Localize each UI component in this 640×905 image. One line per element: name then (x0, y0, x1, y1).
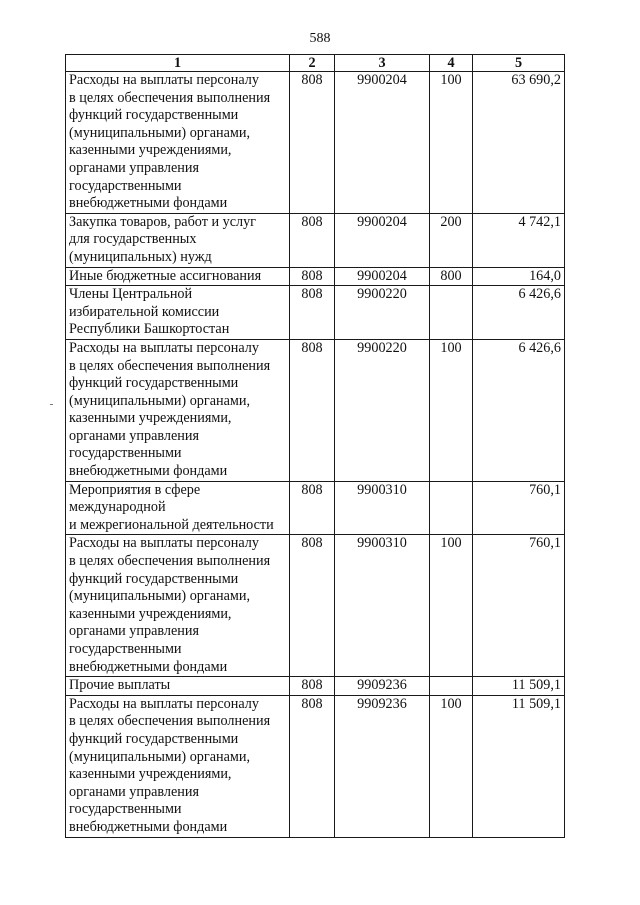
row-name-line: органами управления (69, 623, 199, 640)
row-expense-type (430, 677, 473, 696)
row-amount: 6 426,6 (473, 286, 565, 340)
row-name-line: (муниципальными) органами, (69, 124, 251, 141)
row-name-line: функций государственными (69, 570, 239, 587)
row-code: 808 (290, 286, 335, 340)
row-amount: 164,0 (473, 267, 565, 286)
table-row (66, 481, 565, 535)
row-name-line: казенными учреждениями, (69, 766, 232, 783)
row-name-line: Расходы на выплаты персоналу (69, 695, 259, 712)
row-amount: 760,1 (473, 481, 565, 535)
row-name (66, 535, 290, 677)
row-code: 808 (290, 677, 335, 696)
header-row (66, 55, 565, 72)
row-expense-type: 200 (430, 213, 473, 267)
scan-mark (50, 404, 53, 405)
row-name-line: (муниципальными) органами, (69, 748, 251, 765)
row-code: 808 (290, 72, 335, 214)
table-row (66, 213, 565, 267)
row-expense-type: 100 (430, 72, 473, 214)
row-name-line: государственными (69, 801, 182, 818)
row-name-line: функций государственными (69, 375, 239, 392)
budget-table (65, 54, 565, 838)
row-target-article: 9909236 (335, 677, 430, 696)
row-name-line: внебюджетными фондами (69, 463, 228, 480)
row-name (66, 695, 290, 837)
header-col-3: 3 (335, 55, 430, 72)
row-expense-type: 100 (430, 695, 473, 837)
row-name (66, 481, 290, 535)
row-name-line: государственными (69, 445, 182, 462)
header-col-1: 1 (66, 55, 290, 72)
row-name (66, 267, 290, 286)
row-amount: 11 509,1 (473, 695, 565, 837)
row-name-line: Расходы на выплаты персоналу (69, 535, 259, 552)
row-name-line: в целях обеспечения выполнения (69, 553, 271, 570)
row-amount: 63 690,2 (473, 72, 565, 214)
table-row (66, 695, 565, 837)
row-target-article: 9909236 (335, 695, 430, 837)
row-code: 808 (290, 695, 335, 837)
table-header (66, 55, 565, 72)
row-name-line: органами управления (69, 159, 199, 176)
row-code: 808 (290, 339, 335, 481)
row-name-line: (муниципальных) нужд (69, 248, 212, 265)
table-row (66, 267, 565, 286)
row-target-article: 9900204 (335, 72, 430, 214)
row-name-line: избирательной комиссии (69, 303, 220, 320)
header-col-4: 4 (430, 55, 473, 72)
row-code: 808 (290, 213, 335, 267)
row-name-line: Мероприятия в сфере (69, 481, 201, 498)
row-amount: 760,1 (473, 535, 565, 677)
table-row (66, 339, 565, 481)
row-name (66, 286, 290, 340)
row-name-line: (муниципальными) органами, (69, 588, 251, 605)
row-name-line: функций государственными (69, 107, 239, 124)
row-code: 808 (290, 535, 335, 677)
row-amount: 11 509,1 (473, 677, 565, 696)
row-name-line: Закупка товаров, работ и услуг (69, 213, 256, 230)
row-name-line: (муниципальными) органами, (69, 392, 251, 409)
row-code: 808 (290, 481, 335, 535)
row-name-line: для государственных (69, 231, 197, 248)
row-name-line: органами управления (69, 783, 199, 800)
row-expense-type (430, 286, 473, 340)
table-body (66, 72, 565, 838)
row-name-line: государственными (69, 177, 182, 194)
row-target-article: 9900220 (335, 339, 430, 481)
table-row (66, 677, 565, 696)
row-code: 808 (290, 267, 335, 286)
row-name (66, 677, 290, 696)
header-col-5: 5 (473, 55, 565, 72)
row-name-line: и межрегиональной деятельности (69, 516, 274, 533)
row-name (66, 339, 290, 481)
row-amount: 6 426,6 (473, 339, 565, 481)
page-number: 588 (309, 31, 331, 46)
row-name (66, 213, 290, 267)
table-row (66, 286, 565, 340)
row-name-line: функций государственными (69, 730, 239, 747)
row-name (66, 72, 290, 214)
row-name-line: казенными учреждениями, (69, 410, 232, 427)
row-name-line: органами управления (69, 427, 199, 444)
row-name-line: в целях обеспечения выполнения (69, 713, 271, 730)
row-name-line: международной (69, 499, 166, 516)
row-name-line: казенными учреждениями, (69, 605, 232, 622)
row-name-line: Прочие выплаты (69, 677, 171, 694)
row-target-article: 9900204 (335, 267, 430, 286)
row-target-article: 9900220 (335, 286, 430, 340)
row-expense-type: 100 (430, 535, 473, 677)
row-expense-type: 800 (430, 267, 473, 286)
header-col-2: 2 (290, 55, 335, 72)
row-name-line: Расходы на выплаты персоналу (69, 72, 259, 88)
row-name-line: Иные бюджетные ассигнования (69, 267, 262, 284)
row-name-line: в целях обеспечения выполнения (69, 89, 271, 106)
table-row (66, 535, 565, 677)
row-expense-type: 100 (430, 339, 473, 481)
row-amount: 4 742,1 (473, 213, 565, 267)
row-name-line: внебюджетными фондами (69, 195, 228, 212)
row-target-article: 9900310 (335, 535, 430, 677)
row-target-article: 9900204 (335, 213, 430, 267)
row-name-line: Расходы на выплаты персоналу (69, 339, 259, 356)
row-target-article: 9900310 (335, 481, 430, 535)
row-name-line: Члены Центральной (69, 286, 193, 303)
row-name-line: внебюджетными фондами (69, 818, 228, 835)
table-row (66, 72, 565, 214)
row-name-line: казенными учреждениями, (69, 142, 232, 159)
row-name-line: Республики Башкортостан (69, 321, 230, 338)
row-name-line: государственными (69, 641, 182, 657)
row-expense-type (430, 481, 473, 535)
row-name-line: внебюджетными фондами (69, 658, 228, 675)
row-name-line: в целях обеспечения выполнения (69, 357, 271, 374)
